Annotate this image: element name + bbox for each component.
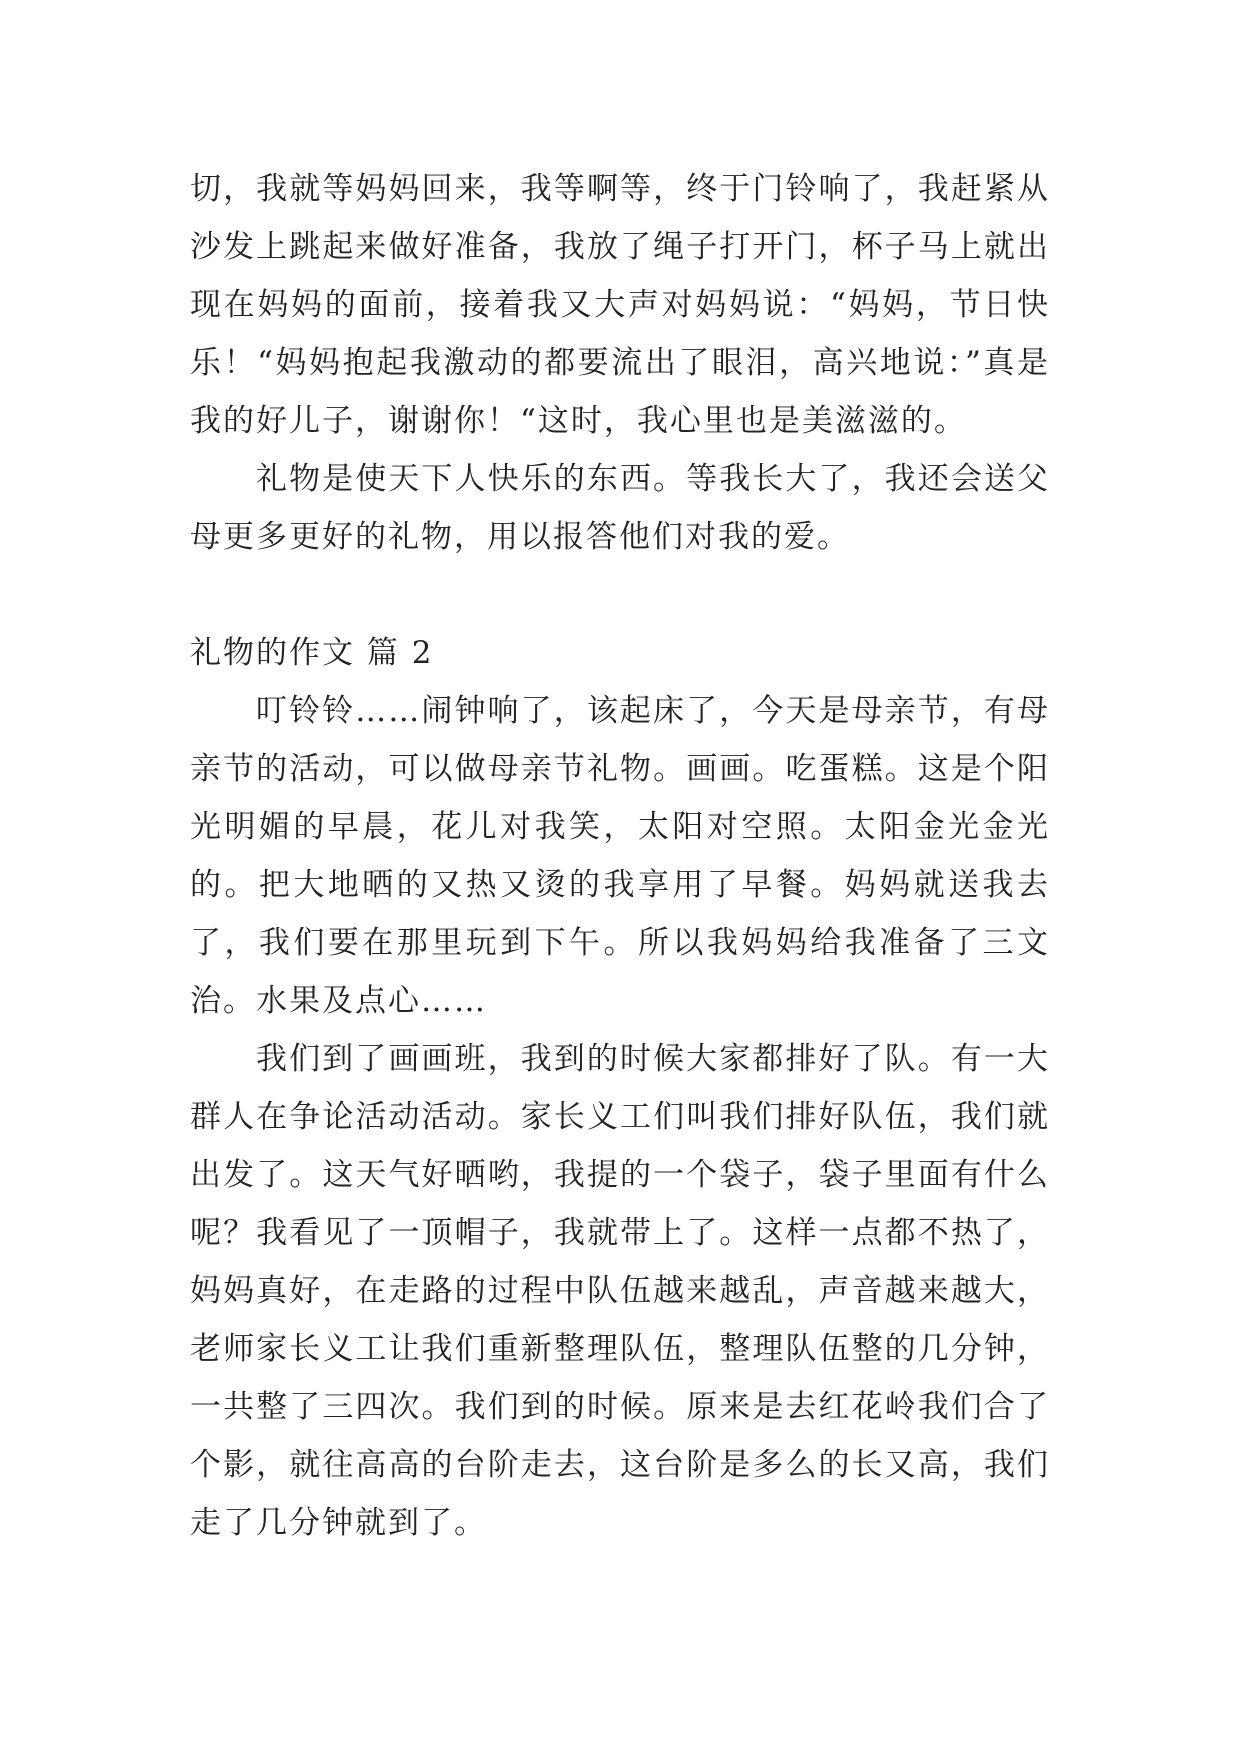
section-gap [190, 566, 1050, 624]
document-body [190, 160, 1050, 1552]
section-heading: 礼物的作文 篇 2 [190, 635, 434, 671]
paragraph-conclusion: 礼物是使天下人快乐的东西。等我长大了，我还会送父母更多更好的礼物，用以报答他们对我的爱。 [190, 461, 1050, 555]
paragraph-continued: 切，我就等妈妈回来，我等啊等，终于门铃响了，我赶紧从沙发上跳起来做好准备，我放了绳子打开门，杯子马上就出现在妈妈的面前，接着我又大声对妈妈说：“妈妈，节日快乐！“妈妈抱起我激动的都要流出了眼泪，高兴地说：”真是我的好儿子，谢谢你！“这时，我心里也是美滋滋的。 [190, 171, 1050, 439]
paragraph-morning: 叮铃铃……闹钟响了，该起床了，今天是母亲节，有母亲节的活动，可以做母亲节礼物。画画。吃蛋糕。这是个阳光明媚的早晨，花儿对我笑，太阳对空照。太阳金光金光的。把大地晒的又热又烫的我享用了早餐。妈妈就送我去了，我们要在那里玩到下午。所以我妈妈给我准备了三文治。水果及点心…… [190, 693, 1050, 1019]
paragraph-drawing-class: 我们到了画画班，我到的时候大家都排好了队。有一大群人在争论活动活动。家长义工们叫我们排好队伍，我们就出发了。这天气好晒哟，我提的一个袋子，袋子里面有什么呢？我看见了一顶帽子，我就带上了。这样一点都不热了，妈妈真好，在走路的过程中队伍越来越乱，声音越来越大，老师家长义工让我们重新整理队伍，整理队伍整的几分钟，一共整了三四次。我们到的时候。原来是去红花岭我们合了个影，就往高高的台阶走去，这台阶是多么的长又高，我们走了几分钟就到了。 [190, 1041, 1050, 1541]
